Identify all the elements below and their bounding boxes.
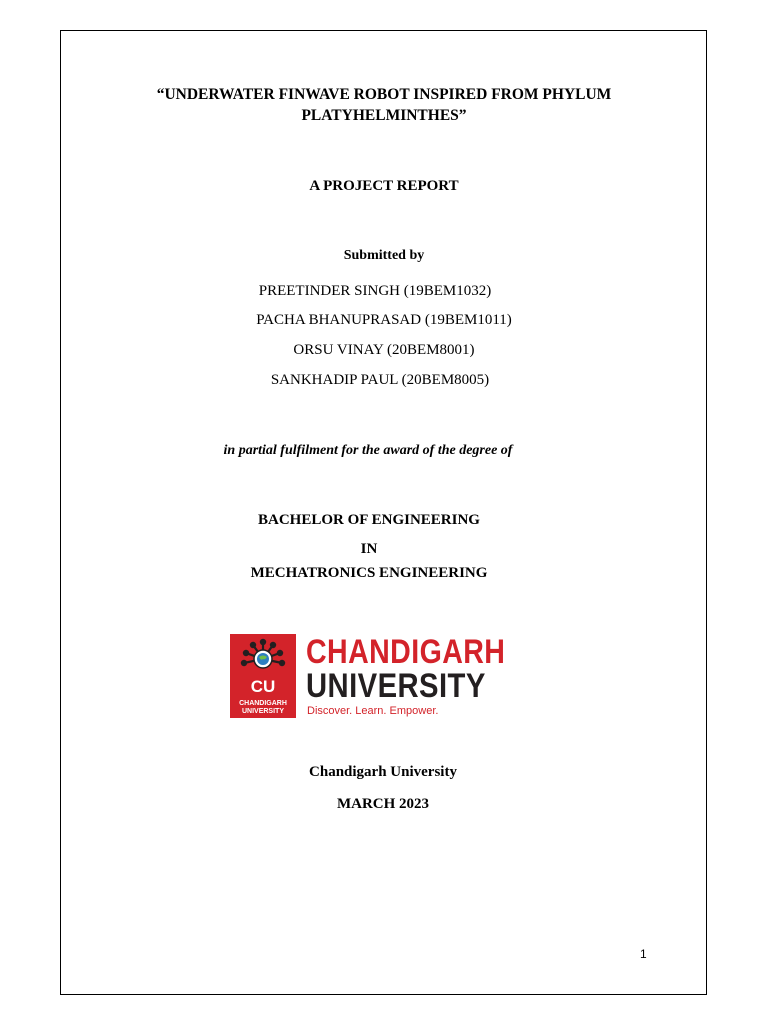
- author-1: PREETINDER SINGH (19BEM1032): [258, 283, 492, 299]
- author-4: SANKHADIP PAUL (20BEM8005): [270, 372, 490, 388]
- author-2: PACHA BHANUPRASAD (19BEM1011): [256, 312, 512, 328]
- degree-discipline: MECHATRONICS ENGINEERING: [250, 565, 488, 581]
- logo-tagline: Discover. Learn. Empower.: [307, 705, 439, 717]
- fulfilment-text: in partial fulfilment for the award of the degree of: [223, 443, 513, 458]
- institution-name: Chandigarh University: [309, 764, 457, 780]
- globe-wheel-icon: [236, 637, 290, 679]
- author-3: ORSU VINAY (20BEM8001): [293, 342, 475, 358]
- degree-name: BACHELOR OF ENGINEERING: [258, 512, 480, 528]
- report-type: A PROJECT REPORT: [309, 178, 459, 194]
- logo-emblem-subtext-2: UNIVERSITY: [241, 707, 284, 715]
- logo-wordmark-chandigarh: CHANDIGARH: [306, 633, 506, 671]
- submission-date: MARCH 2023: [336, 796, 430, 812]
- title-line-2: PLATYHELMINTHES”: [301, 107, 467, 124]
- submitted-by-label: Submitted by: [343, 248, 425, 263]
- logo-emblem: [230, 634, 296, 718]
- degree-connector: IN: [360, 541, 378, 557]
- title-line-1: “UNDERWATER FINWAVE ROBOT INSPIRED FROM PHYLUM: [156, 86, 612, 103]
- university-logo: [230, 634, 530, 718]
- logo-emblem-subtext-1: CHANDIGARH: [239, 700, 287, 707]
- logo-emblem-text: CU: [250, 677, 276, 696]
- logo-wordmark-university: UNIVERSITY: [306, 667, 486, 705]
- page-number: 1: [640, 947, 647, 961]
- logo-emblem-subtext: [230, 700, 296, 715]
